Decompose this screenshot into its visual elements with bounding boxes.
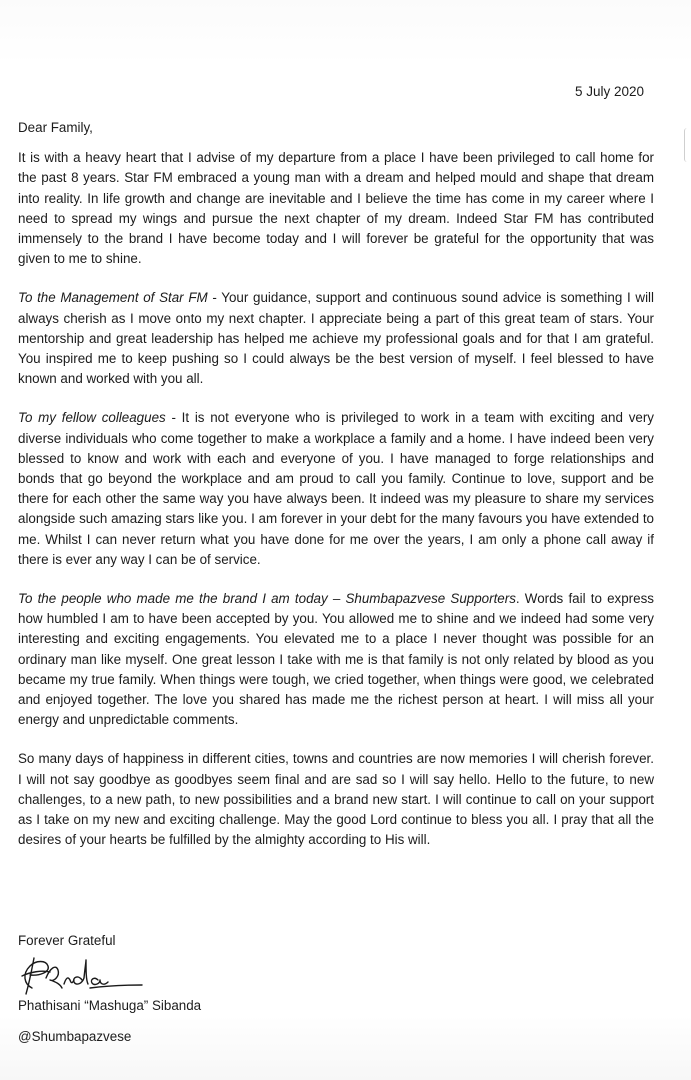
paragraph-management xyxy=(18,288,654,389)
paragraph-intro: It is with a heavy heart that I advise of my departure from a place I have been privileged to call home for the past 8 years. Star FM embraced a young man with a dream and helped mould and shape that dream into reality. In life growth and change are inevitable and I believe the time has come in my career where I need to spread my wings and pursue the next chapter of my dream. Indeed Star FM has contributed immensely to the brand I have become today and I will forever be grateful for the opportunity that was given to me to shine. xyxy=(18,150,654,267)
social-handle: @Shumbapazvese xyxy=(18,1029,132,1044)
letter-body xyxy=(18,118,654,870)
signatory-name: Phathisani “Mashuga” Sibanda xyxy=(18,998,202,1013)
letter-date: 5 July 2020 xyxy=(575,84,645,99)
paragraph-farewell: So many days of happiness in different cities, towns and countries are now memories I will cherish forever. I will not say goodbye as goodbyes seem final and are sad so I will say hello. Hello to the future, to new challenges, to a new path, to new possibilities and a brand new start. I will continue to call on your support as I take on my new and exciting challenge. May the good Lord continue to bless you all. I pray that all the desires of your hearts be fulfilled by the almighty according to His will. xyxy=(18,751,654,848)
colleagues-text: - It is not everyone who is privileged to work in a team with exciting and very diverse individuals who come together to make a workplace a family and a home. I have indeed been very blessed to know and work with each and everyone of you. I have managed to forge relationships and bonds that go beyond the workplace and am proud to call you family. Continue to love, support and be there for each other the same way you have always been. It indeed was my pleasure to share my services alongside such amazing stars like you. I am forever in your debt for the many favours you have extended to me. Whilst I can never return what you have done for me over the years, I am only a phone call away if there is ever any way I can be of service. xyxy=(18,410,654,567)
signature-icon xyxy=(16,954,146,996)
salutation: Dear Family, xyxy=(18,120,93,135)
management-lead: To the Management of Star FM xyxy=(18,290,208,306)
supporters-lead: To the people who made me the brand I am today – Shumbapazvese Supporters xyxy=(18,591,516,607)
supporters-text: . Words fail to express how humbled I am to have been accepted by you. You allowed me to shine and we indeed had some very interesting and exciting engagements. You elevated me to a place I never thought was possible for an ordinary man like myself. One great lesson I take with me is that family is not only related by blood as you became my true family. When things were tough, we cried together, when things were good, we celebrated and enjoyed together. The love you shared has made me the richest person at heart. I will miss all your energy and unpredictable comments. xyxy=(18,591,654,728)
management-text: - Your guidance, support and continuous sound advice is something I will always cherish as I move onto my next chapter. I appreciate being a part of this great team of stars. Your mentorship and great leadership has helped me achieve my professional goals and for that I am grateful. You inspired me to keep pushing so I could always be the best version of myself. I feel blessed to have known and worked with you all. xyxy=(18,290,654,387)
paragraph-supporters xyxy=(18,589,654,730)
page-edge-mark xyxy=(684,128,691,162)
colleagues-lead: To my fellow colleagues xyxy=(18,410,166,426)
closing-line: Forever Grateful xyxy=(18,933,116,948)
paragraph-colleagues xyxy=(18,408,654,570)
